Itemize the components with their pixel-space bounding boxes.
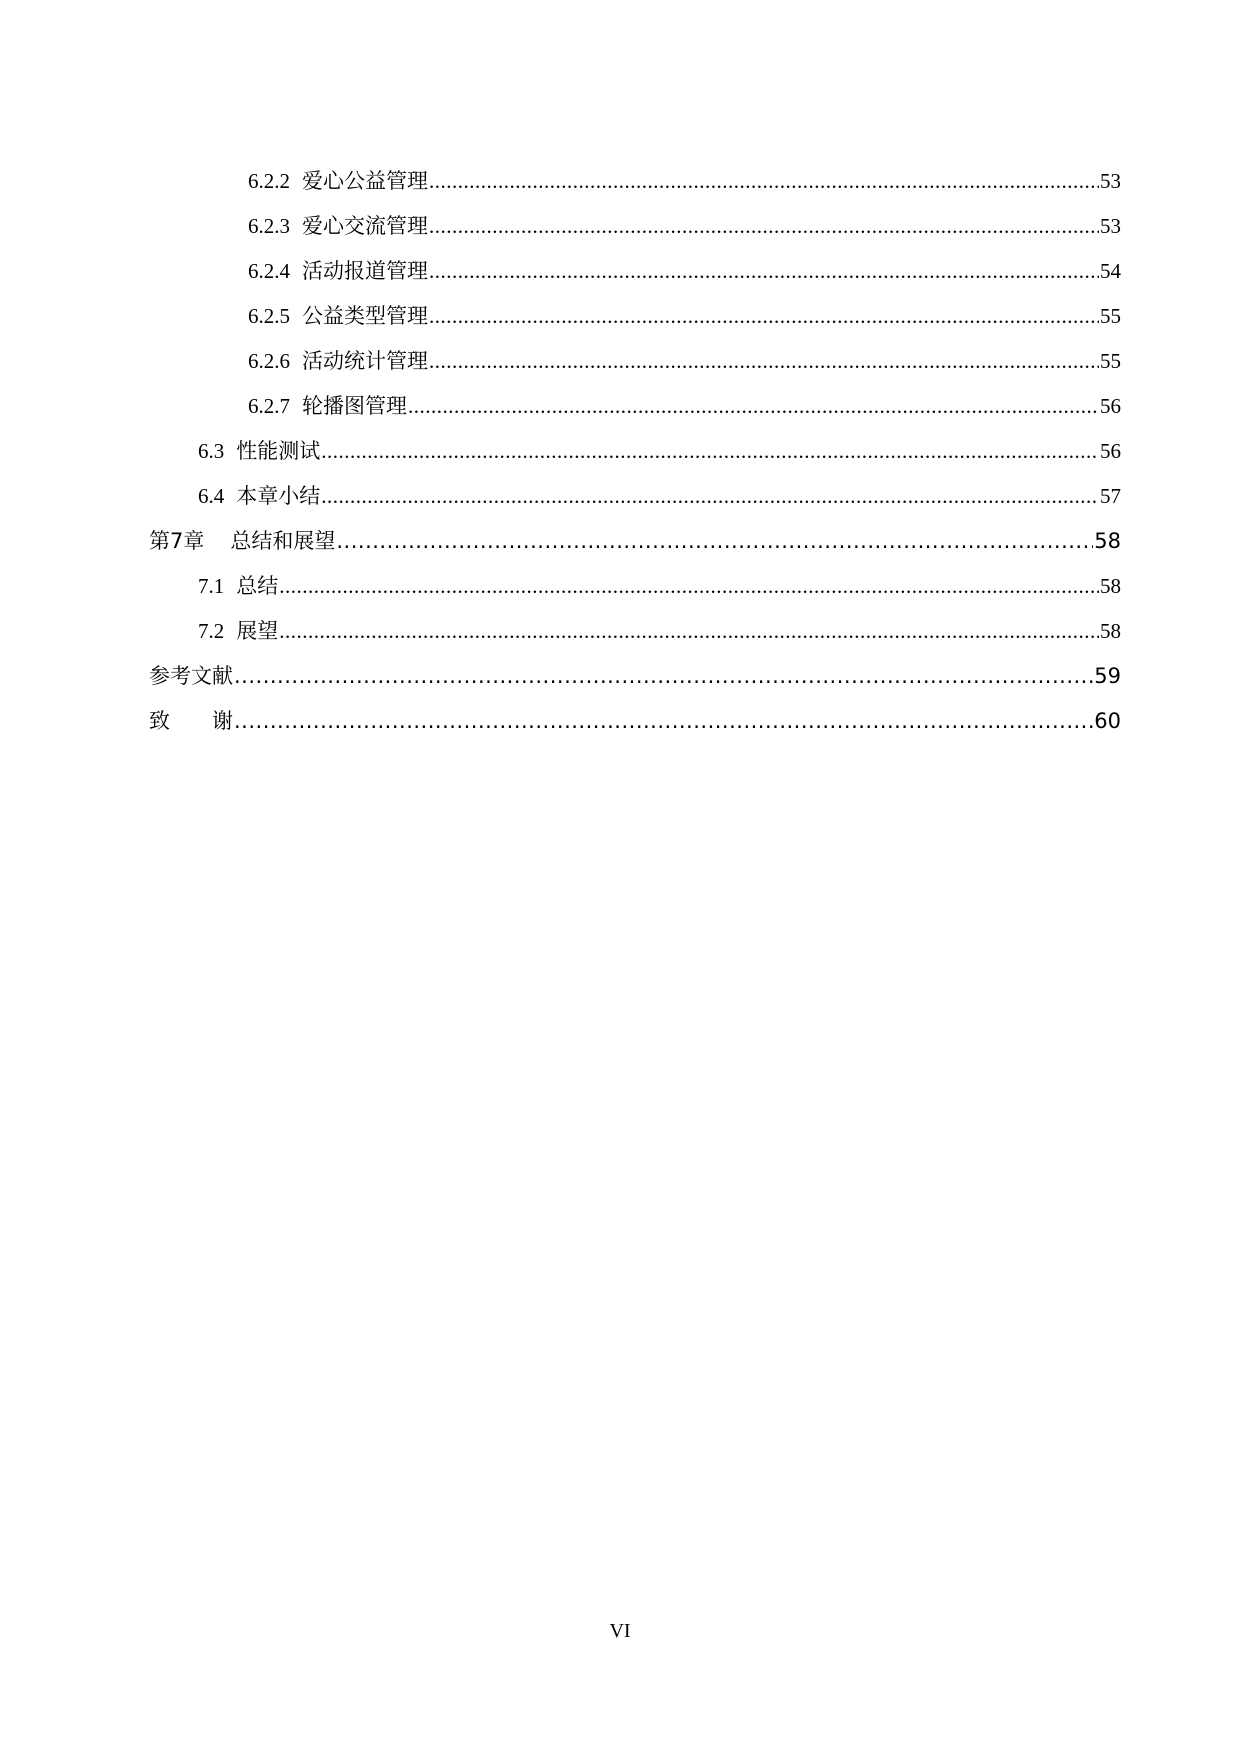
toc-entry-title: 致 谢	[149, 709, 233, 733]
toc-leader-dots	[321, 484, 1099, 509]
toc-entry-number: 第7章	[149, 529, 205, 553]
toc-entry[interactable]	[149, 255, 1121, 300]
toc-leader-dots	[234, 709, 1093, 733]
toc-entry-title: 轮播图管理	[302, 394, 407, 418]
toc-entry-number: 6.2.3	[248, 214, 290, 238]
toc-entry-page: 58	[1100, 574, 1121, 598]
toc-entry[interactable]	[149, 345, 1121, 390]
toc-entry[interactable]	[149, 390, 1121, 435]
toc-leader-dots	[429, 349, 1099, 374]
toc-entry[interactable]	[149, 300, 1121, 345]
toc-entry-page: 58	[1094, 529, 1121, 553]
toc-entry-page: 60	[1094, 709, 1121, 733]
toc-entry-page: 53	[1100, 214, 1121, 238]
toc-entry-title: 性能测试	[236, 439, 321, 463]
toc-entry-title: 本章小结	[236, 484, 321, 508]
page-number: VI	[609, 1620, 631, 1642]
toc-entry-page: 55	[1100, 349, 1121, 373]
toc-entry-number: 7.1	[198, 574, 225, 598]
toc-entry[interactable]	[149, 165, 1121, 210]
toc-entry-number: 6.2.5	[248, 304, 290, 328]
toc-leader-dots	[279, 574, 1099, 599]
toc-leader-dots	[279, 619, 1099, 644]
toc-entry[interactable]	[149, 570, 1121, 615]
toc-leader-dots	[321, 439, 1099, 464]
toc-entry[interactable]	[149, 210, 1121, 255]
toc-leader-dots	[429, 169, 1099, 194]
toc-entry-title: 总结和展望	[230, 529, 336, 553]
toc-entry[interactable]	[149, 615, 1121, 660]
toc-entry-number: 6.2.7	[248, 394, 290, 418]
toc-entry-number: 6.2.2	[248, 169, 290, 193]
toc-entry-number: 6.3	[198, 439, 225, 463]
toc-entry-page: 59	[1094, 664, 1121, 688]
toc-entry-number: 7.2	[198, 619, 225, 643]
toc-entry-page: 54	[1100, 259, 1121, 283]
toc-entry[interactable]	[149, 525, 1121, 570]
table-of-contents	[149, 165, 1121, 750]
toc-leader-dots	[408, 394, 1099, 419]
toc-entry-title: 爱心交流管理	[302, 214, 428, 238]
toc-entry-title: 参考文献	[149, 664, 233, 688]
toc-entry-page: 53	[1100, 169, 1121, 193]
toc-entry-title: 活动报道管理	[302, 259, 428, 283]
toc-entry[interactable]	[149, 705, 1121, 750]
toc-leader-dots	[336, 529, 1093, 553]
toc-entry-number: 6.2.6	[248, 349, 290, 373]
toc-entry-title: 展望	[236, 619, 279, 643]
toc-entry[interactable]	[149, 480, 1121, 525]
toc-leader-dots	[234, 664, 1093, 688]
toc-leader-dots	[429, 214, 1099, 239]
toc-entry-page: 55	[1100, 304, 1121, 328]
toc-entry-title: 爱心公益管理	[302, 169, 428, 193]
toc-entry-page: 57	[1100, 484, 1121, 508]
toc-entry-title: 总结	[236, 574, 279, 598]
toc-entry-page: 58	[1100, 619, 1121, 643]
toc-entry-page: 56	[1100, 439, 1121, 463]
toc-entry[interactable]	[149, 435, 1121, 480]
toc-leader-dots	[429, 259, 1099, 284]
toc-leader-dots	[429, 304, 1099, 329]
toc-entry-page: 56	[1100, 394, 1121, 418]
toc-entry-title: 公益类型管理	[302, 304, 428, 328]
toc-entry-title: 活动统计管理	[302, 349, 428, 373]
toc-entry-number: 6.2.4	[248, 259, 290, 283]
toc-entry[interactable]	[149, 660, 1121, 705]
toc-entry-number: 6.4	[198, 484, 225, 508]
